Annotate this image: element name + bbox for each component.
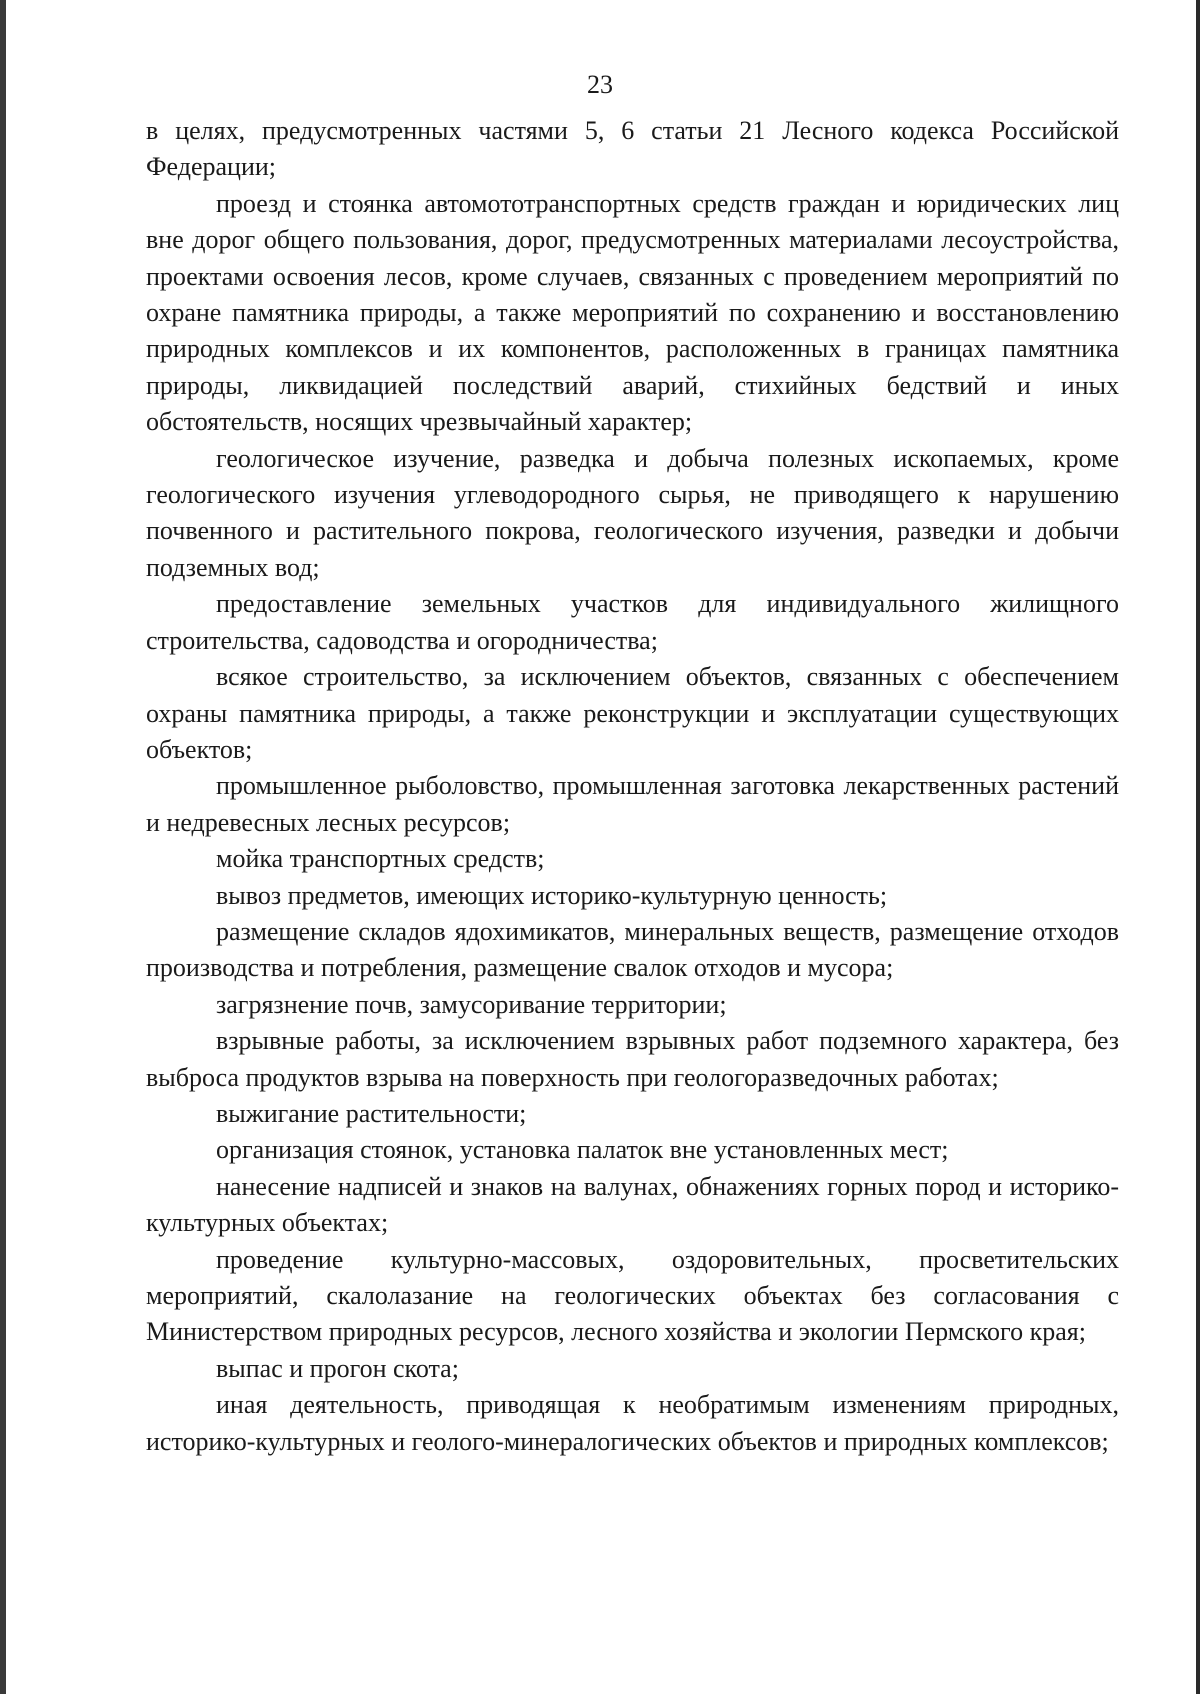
- paragraph: выжигание растительности;: [216, 1098, 527, 1128]
- paragraph: иная деятельность, приводящая к необратимым изменениям природных, историко-культурных и геолого-минералогических объектов и природных комплексов;: [146, 1390, 1119, 1456]
- paragraph: вывоз предметов, имеющих историко-культурную ценность;: [216, 880, 888, 910]
- paragraph: размещение складов ядохимикатов, минеральных веществ, размещение отходов производства и потребления, размещение свалок отходов и мусора;: [146, 916, 1119, 983]
- paragraph: проведение культурно-массовых, оздоровительных, просветительских мероприятий, скалолазание на геологических объектах без согласования с Министерством природных ресурсов, лесного хозяйства и экологии Пермского края;: [146, 1244, 1119, 1347]
- paragraph: организация стоянок, установка палаток вне установленных мест;: [216, 1135, 949, 1165]
- paragraph: взрывные работы, за исключением взрывных работ подземного характера, без выброса продуктов взрыва на поверхность при геологоразведочных работах;: [146, 1026, 1119, 1092]
- paragraph: проезд и стоянка автомототранспортных средств граждан и юридических лиц вне дорог общего пользования, дорог, предусмотренных материалами лесоустройства, проектами освоения лесов, кроме случаев, связанных с проведением мероприятий по охране памятника природы, а также мероприятий по сохранению и восстановлению природных комплексов и их компонентов, расположенных в границах памятника природы, ликвидацией последствий аварий, стихийных бедствий и иных обстоятельств, носящих чрезвычайный характер;: [146, 188, 1119, 437]
- paragraph: в целях, предусмотренных частями 5, 6 статьи 21 Лесного кодекса Российской Федерации;: [146, 116, 1119, 182]
- scan-border-right: [1196, 0, 1200, 1694]
- paragraph: нанесение надписей и знаков на валунах, обнажениях горных пород и историко-культурных объектах;: [146, 1171, 1119, 1238]
- document-body: [146, 113, 1119, 1460]
- paragraph: предоставление земельных участков для индивидуального жилищного строительства, садоводства и огородничества;: [146, 589, 1119, 655]
- page-number: 23: [587, 70, 613, 99]
- paragraph: мойка транспортных средств;: [216, 844, 545, 874]
- paragraph: промышленное рыболовство, промышленная заготовка лекарственных растений и недревесных лесных ресурсов;: [146, 771, 1119, 837]
- paragraph: всякое строительство, за исключением объектов, связанных с обеспечением охраны памятника природы, а также реконструкции и эксплуатации существующих объектов;: [146, 662, 1119, 764]
- scan-border-left: [0, 0, 6, 1694]
- paragraph: геологическое изучение, разведка и добыча полезных ископаемых, кроме геологического изучения углеводородного сырья, не приводящего к нарушению почвенного и растительного покрова, геологического изучения, разведки и добычи подземных вод;: [146, 443, 1119, 582]
- paragraph: загрязнение почв, замусоривание территории;: [216, 989, 727, 1019]
- paragraph: выпас и прогон скота;: [216, 1353, 459, 1383]
